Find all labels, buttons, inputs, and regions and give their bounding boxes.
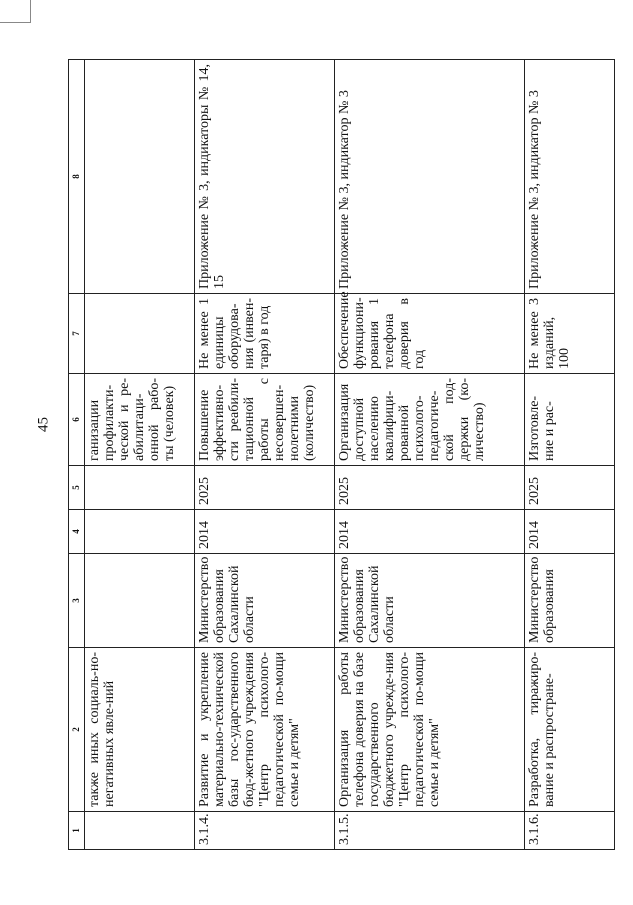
row-number: 3.1.4. — [195, 812, 335, 850]
link-to-appendix: Приложение № 3, индикатор № 3 — [525, 60, 615, 294]
page-number: 45 — [35, 417, 52, 432]
row-number: 3.1.6. — [525, 812, 615, 850]
expected-result: Обеспечение функциони-рования 1 телефона доверия в год — [335, 294, 525, 374]
start-year: 2014 — [335, 510, 525, 554]
row-number — [85, 812, 195, 850]
start-year: 2014 — [195, 510, 335, 554]
executor: Министерство образования — [525, 554, 615, 648]
rotated-table-container — [68, 60, 616, 850]
measure-name: Разработка, тиражиро-вание и распростране- — [525, 648, 615, 812]
row-number: 3.1.5. — [335, 812, 525, 850]
executor — [85, 554, 195, 648]
header-row — [69, 60, 85, 850]
table-row — [525, 60, 615, 850]
header-cell: 6 — [69, 374, 85, 466]
start-year: 2014 — [525, 510, 615, 554]
measure-name: также иных социаль-но-негативных явле-ний — [85, 648, 195, 812]
scan-corner-mark — [0, 0, 31, 23]
executor: Министерство образования Сахалинской области — [195, 554, 335, 648]
start-year — [85, 510, 195, 554]
measure-name: Развитие и укрепление материально-технической базы гос-ударственного бюд-жетного учреждения "Центр психолого-педагогической по-мощи семье и детям" — [195, 648, 335, 812]
header-cell: 8 — [69, 60, 85, 294]
end-year: 2025 — [525, 466, 615, 510]
header-cell: 1 — [69, 812, 85, 850]
indicator: ганизации профилакти-ческой и ре-абилитаци-онной рабо-ты (человек) — [85, 374, 195, 466]
expected-result — [85, 294, 195, 374]
end-year — [85, 466, 195, 510]
header-cell: 4 — [69, 510, 85, 554]
table-row — [195, 60, 335, 850]
expected-result: Не менее 3 изданий, 100 — [525, 294, 615, 374]
executor: Министерство образования Сахалинской области — [335, 554, 525, 648]
indicator: Организация доступной населению квалифици-рованной психолого-педагогиче-ской под-держки (ко-личество) — [335, 374, 525, 466]
header-cell: 5 — [69, 466, 85, 510]
expected-result: Не менее 1 единицы оборудова-ния (инвен-таря) в год — [195, 294, 335, 374]
header-cell: 7 — [69, 294, 85, 374]
link-to-appendix: Приложение № 3, индикаторы № 14, 15 — [195, 60, 335, 294]
end-year: 2025 — [195, 466, 335, 510]
end-year: 2025 — [335, 466, 525, 510]
header-cell: 2 — [69, 648, 85, 812]
indicator: Повышение эффективно-сти реабили-тационной работы с несовершен-нолетними (количество) — [195, 374, 335, 466]
measures-table — [68, 59, 615, 850]
measure-name: Организация работы телефона доверия на базе государственного бюджетного учрежде-ния "Центр психолого-педагогической по-мощи семье и детям" — [335, 648, 525, 812]
header-cell: 3 — [69, 554, 85, 648]
indicator: Изготовле-ние и рас- — [525, 374, 615, 466]
link-to-appendix: Приложение № 3, индикатор № 3 — [335, 60, 525, 294]
table-row — [335, 60, 525, 850]
link-to-appendix — [85, 60, 195, 294]
table-row — [85, 60, 195, 850]
